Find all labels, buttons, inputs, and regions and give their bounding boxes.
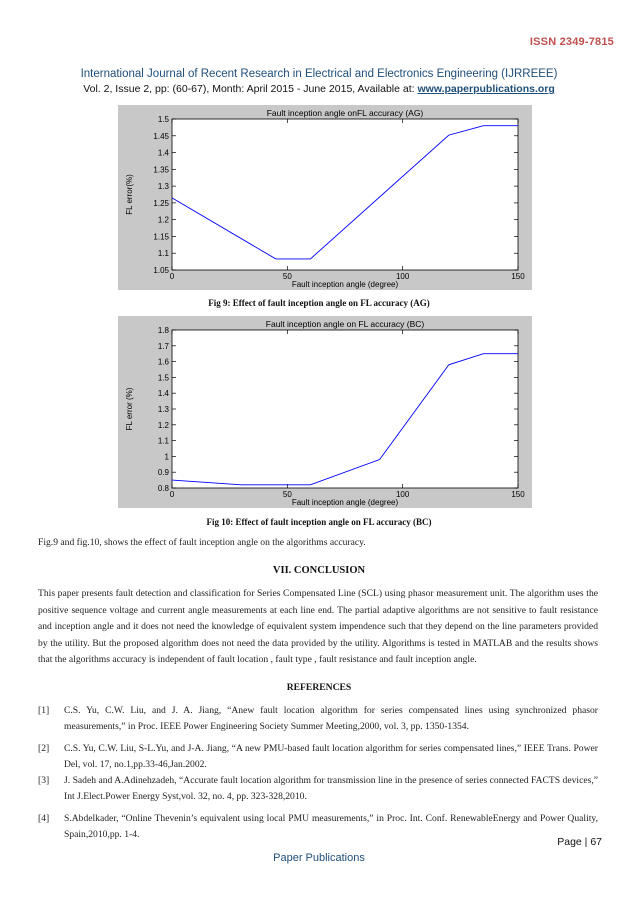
fig9-title: Fault inception angle onFL accuracy (AG) (266, 108, 424, 118)
fig10-chart (118, 316, 532, 508)
fig10-plot-area (172, 330, 518, 488)
volume-line (0, 82, 638, 96)
fig10-xtick-label: 50 (282, 490, 292, 499)
fig10-title: Fault inception angle on FL accuracy (BC) (265, 319, 425, 329)
fig10-ylabel: FL error (%) (125, 387, 134, 431)
fig9-xtick-label: 100 (395, 272, 410, 281)
reference-text: C.S. Yu, C.W. Liu, S-L.Yu, and J-A. Jiang, “A new PMU-based fault location algorithm for series compensated lines,” IEEE Trans. Power Del, vol. 17, no.1,pp.33-46,Jan.2002. (64, 743, 598, 770)
volume-info: Vol. 2, Issue 2, pp: (60-67), Month: April 2015 - June 2015, Available at: (83, 83, 418, 95)
fig10-ytick-label: 1.4 (157, 389, 169, 399)
reference-number: [3] (38, 775, 50, 786)
conclusion-paragraph: This paper presents fault detection and classification for Series Compensated Line (SCL) using phasor measurement unit. The algorithm uses the positive sequence voltage and current angle measurements at each line end. The partial adaptive algorithms are not sensitive to fault resistance and inception angle and it does not need the knowledge of equivalent system impendence such that they depend on the line parameters provided by the utility. But the proposed algorithm does not need the data provided by the utility. Algorithms is tested in MATLAB and the results shows that the algorithms accuracy is independent of fault location , fault type , fault resistance and fault inception angle. (38, 588, 598, 666)
fig9-ytick-label: 1.25 (153, 198, 169, 208)
fig10-ytick-label: 1 (164, 452, 169, 462)
fig10-xlabel: Fault inception angle (degree) (291, 498, 399, 507)
fig10-ytick-label: 1.7 (157, 341, 169, 351)
reference-text: S.Abdelkader, “Online Thevenin’s equivalent using local PMU measurements,” in Proc. Int. Conf. RenewableEnergy and Power Quality, Spain,2010,pp. 1-4. (64, 813, 598, 840)
fig9-ytick-label: 1.15 (153, 232, 169, 242)
page-number: Page | 67 (557, 836, 602, 848)
reference-item (38, 703, 598, 735)
fig9-ytick-label: 1.45 (153, 131, 169, 141)
fig10-xtick-label: 0 (169, 490, 175, 499)
journal-url-link[interactable]: www.paperpublications.org (417, 83, 555, 95)
fig9-xlabel: Fault inception angle (degree) (291, 280, 399, 289)
reference-text: C.S. Yu, C.W. Liu, and J. A. Jiang, “Anew fault location algorithm for series compensated lines using synchronized phasor measurements,” in Proc. IEEE Power Engineering Society Summer Meeting,2000, vol. 3, pp. 1350-1354. (64, 705, 598, 732)
fig9-ytick-label: 1.35 (153, 165, 169, 175)
fig10-ytick-label: 0.9 (157, 468, 169, 478)
reference-text: J. Sadeh and A.Adinehzadeh, “Accurate fault location algorithm for transmission line in the presence of series connected FACTS devices,” Int J.Elect.Power Energy Syst,vol. 32, no. 4, pp. 323-328,2010. (64, 775, 598, 802)
fig10-ytick-label: 1.8 (157, 326, 169, 335)
fig10-ytick-label: 1.5 (157, 373, 169, 383)
fig10-caption: Fig 10: Effect of fault inception angle on FL accuracy (BC) (206, 517, 432, 527)
fig9-caption: Fig 9: Effect of fault inception angle on FL accuracy (AG) (208, 298, 430, 308)
references-heading: REFERENCES (286, 682, 352, 693)
publisher-footer: Paper Publications (273, 852, 365, 864)
fig9-chart (118, 105, 532, 290)
reference-item (38, 741, 598, 773)
fig9-plot (118, 105, 532, 290)
reference-item (38, 773, 598, 805)
fig9-xtick-label: 50 (282, 272, 292, 281)
fig10-ytick-label: 0.8 (157, 484, 169, 493)
fig9-ytick-label: 1.05 (153, 266, 169, 275)
fig9-ytick-label: 1.2 (157, 215, 169, 225)
fig9-ylabel: FL error(%) (125, 174, 134, 215)
reference-number: [4] (38, 813, 50, 824)
fig10-ytick-label: 1.6 (157, 357, 169, 367)
fig9-ytick-label: 1.1 (157, 249, 169, 259)
reference-number: [2] (38, 743, 50, 754)
fig9-plot-area (172, 119, 518, 270)
fig9-xtick-label: 0 (169, 272, 175, 281)
fig10-xtick-label: 150 (511, 490, 525, 499)
fig10-ytick-label: 1.2 (157, 420, 169, 430)
intro-paragraph: Fig.9 and fig.10, shows the effect of fault inception angle on the algorithms accuracy. (38, 537, 366, 548)
fig9-ytick-label: 1.5 (157, 115, 169, 124)
fig10-ytick-label: 1.1 (157, 436, 169, 446)
journal-title: International Journal of Recent Research in Electrical and Electronics Engineering (IJRREEE) (80, 68, 558, 80)
fig10-xtick-label: 100 (395, 490, 410, 499)
fig10-plot (118, 316, 532, 508)
fig9-ytick-label: 1.4 (157, 148, 169, 158)
issn-label: ISSN 2349-7815 (529, 36, 614, 48)
fig9-xtick-label: 150 (511, 272, 525, 281)
reference-item (38, 811, 598, 843)
fig9-ytick-label: 1.3 (157, 182, 169, 192)
fig10-ytick-label: 1.3 (157, 405, 169, 414)
reference-number: [1] (38, 705, 50, 716)
section-heading: VII. CONCLUSION (272, 565, 366, 576)
